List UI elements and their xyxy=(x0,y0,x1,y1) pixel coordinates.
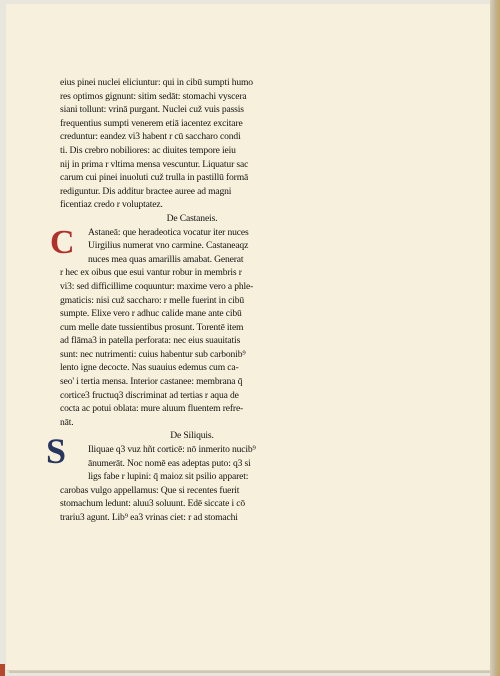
text-line: gmaticis: nisi cuž saccharo: r melle fuerint in cibū xyxy=(60,294,245,306)
text-line: lento igne decocte. Nas suauius edemus cum ca- xyxy=(60,362,239,374)
text-line: nuces mea quas amarillis amabat. Generat xyxy=(88,253,244,265)
text-line: cortice3 fructuq3 discriminat ad tertias r aqua de xyxy=(60,389,239,401)
text-line: siani tollunt: vrinā purgant. Nuclei cuž vuis passis xyxy=(60,104,244,116)
text-line: trariu3 agunt. Lib⁹ ea3 vrinas ciet: r ad stomachi xyxy=(60,512,238,523)
text-line: nij in prima r vltima mensa vescuntur. Liquatur sac xyxy=(60,158,249,170)
page-edge xyxy=(490,0,500,676)
text-line: vi3: sed difficillime coquuntur: maxime vero a phle- xyxy=(60,280,254,292)
text-line: rediguntur. Dis additur bractee auree ad magni xyxy=(60,185,232,197)
text-line: res optimos gignunt: sitim sedāt: stomachi vyscera xyxy=(60,90,247,102)
text-line: seo' i tertia mensa. Interior castanee: membrana q̄ xyxy=(60,376,243,388)
text-line: stomachum ledunt: aluu3 soluunt. Edē siccate i cō xyxy=(60,498,246,510)
section-heading-siliquis: De Siliquis. xyxy=(170,430,214,442)
book-page xyxy=(6,4,490,670)
text-line: carobas vulgo appellamus: Que si recentes fuerit xyxy=(60,484,240,496)
text-line: Astaneā: que heradeotica vocatur iter nuces xyxy=(88,226,249,238)
text-line: sumpte. Elixe vero r adhuc calide mane ante cibū xyxy=(60,308,242,320)
text-line: frequentius sumpti venerem etiā iacentez excitare xyxy=(60,117,243,129)
cover-corner xyxy=(0,664,5,676)
text-line: creduntur: eandez vi3 habent r cū saccharo condi xyxy=(60,131,241,143)
text-line: ad flāma3 in patella perforata: nec eius suauitatis xyxy=(60,335,241,347)
text-line: Uirgilius numerat vno carmine. Castaneaqz xyxy=(88,240,249,252)
initial-c-red: C xyxy=(50,224,75,261)
text-line: ligs fabe r lupini: q̄ maioz sit psilio apparet: xyxy=(88,471,249,483)
text-line: sunt: nec nutrimenti: cuius habentur sub carbonib⁹ xyxy=(60,348,246,360)
text-line: cum melle date tussientibus prosunt. Torentē item xyxy=(60,321,244,333)
text-line: r hec ex oibus que esui vantur robur in membris r xyxy=(60,267,242,279)
initial-s-blue: S xyxy=(46,431,66,471)
text-line: ānumerāt. Noc nomē eas adeptas puto: q3 si xyxy=(88,457,251,469)
text-line: nāt. xyxy=(60,416,74,428)
section-heading-castaneis: De Castaneis. xyxy=(166,212,218,224)
text-line: ti. Dis crebro nobiliores: ac diuites tempore ieiu xyxy=(60,144,236,156)
text-line: eius pinei nuclei eliciuntur: qui in cibū sumpti humo xyxy=(60,77,253,88)
text-line: ficentiaz credo r voluptatez. xyxy=(60,199,163,211)
text-line: Iliquae q3 vuz hñt corticē: nō inmerito nucib⁹ xyxy=(88,444,256,456)
text-column xyxy=(46,76,324,525)
text-line: cocta ac potui oblata: mure aluum fluentem refre- xyxy=(60,403,244,415)
text-line: carum cui pinei inuoluti cuž trulla in pastillū formā xyxy=(60,172,249,184)
